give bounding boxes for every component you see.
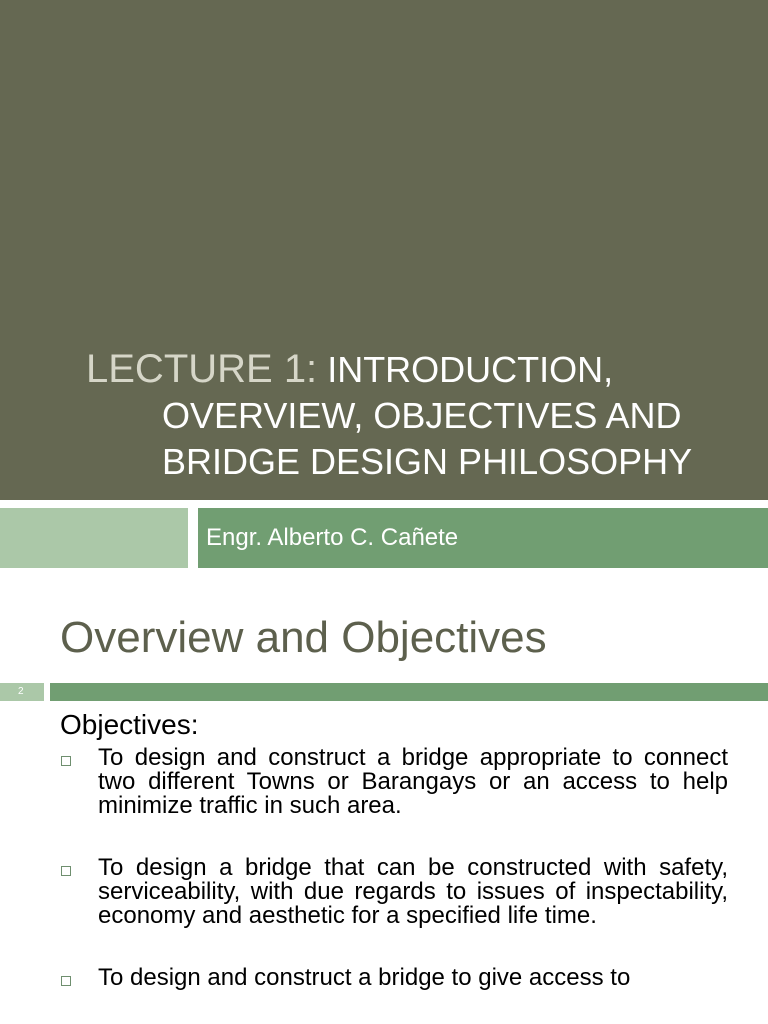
title-slide-band — [0, 0, 768, 500]
objective-item — [60, 856, 728, 928]
author-name: Engr. Alberto C. Cañete — [206, 524, 459, 551]
objective-text: To design a bridge that can be constructed with safety, serviceability, with due regards to issues of inspectability, economy and aesthetic for a specified life time. — [98, 854, 728, 929]
slide-number: 2 — [18, 686, 24, 697]
objectives-list — [60, 746, 728, 1024]
hollow-square-bullet-icon — [61, 866, 71, 876]
subtitle-bar — [198, 508, 768, 568]
objective-text: To design and construct a bridge to give access to — [98, 964, 631, 991]
objective-item — [60, 966, 728, 990]
heading-rule-bar — [50, 683, 768, 701]
lecture-title — [86, 346, 746, 485]
objective-text: To design and construct a bridge appropriate to connect two different Towns or Barangays or an access to help minimize traffic in such area. — [98, 744, 728, 819]
objectives-label: Objectives: — [60, 709, 199, 740]
hollow-square-bullet-icon — [61, 756, 71, 766]
hollow-square-bullet-icon — [61, 976, 71, 986]
lecture-number: LECTURE 1: — [86, 347, 318, 391]
title-line-1: INTRODUCTION, — [327, 349, 614, 390]
slide-number-box — [0, 683, 44, 701]
slide-heading: Overview and Objectives — [60, 613, 547, 662]
title-line-3: BRIDGE DESIGN PHILOSOPHY — [162, 441, 693, 482]
objective-item — [60, 746, 728, 818]
title-line-2: OVERVIEW, OBJECTIVES AND — [162, 395, 682, 436]
subtitle-accent-block — [0, 508, 188, 568]
